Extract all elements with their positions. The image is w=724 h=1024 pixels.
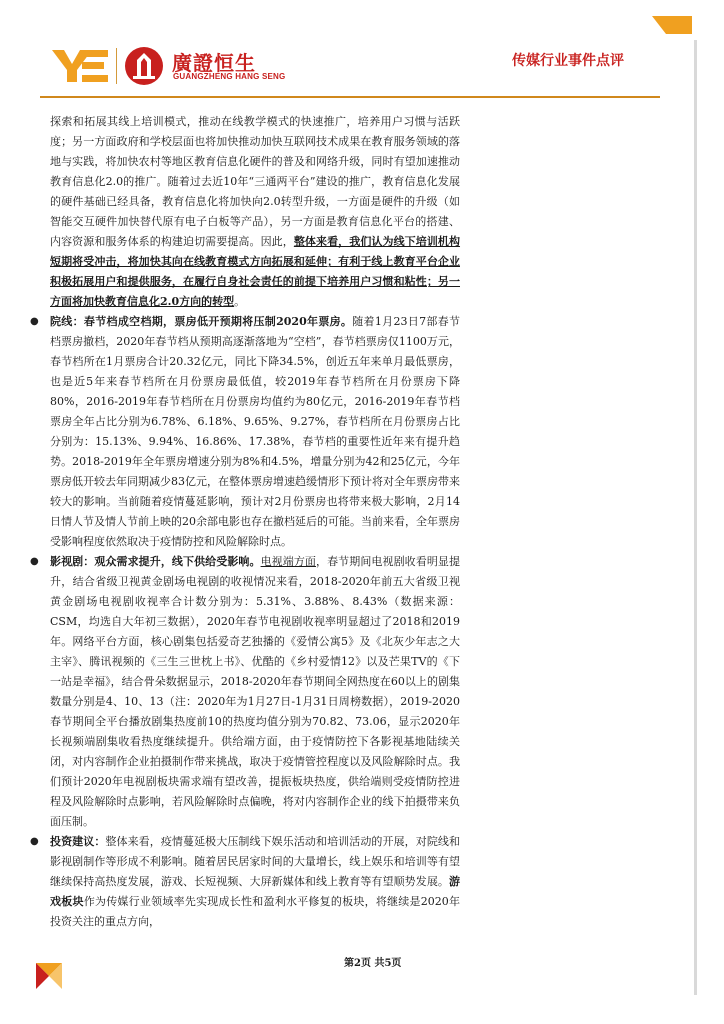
yuexiu-logo-icon	[52, 48, 108, 84]
margin-rule	[694, 40, 697, 995]
film-tv-bullet	[34, 552, 460, 832]
key-conclusion: 整体来看，我们认为线下培训机构短期将受冲击，将加快其向在线教育模式方向拓展和延伸；有利于线上教育平台企业积极拓展用户和提供服务，在履行自身社会责任的前提下培养用户习惯和粘性；另一方面将加快教育信息化2.0方向的转型	[50, 235, 461, 308]
company-name-en: GUANGZHENG HANG SENG	[173, 72, 286, 81]
logo-divider	[116, 48, 117, 84]
page-number: 第2页 共5页	[344, 958, 402, 969]
paragraph-text: 随着1月23日7部春节档票房撤档，2020年春节档从预期高逐渐落地为“空档”，春节档票房仅1100万元，春节档所在1月票房合计20.32亿元，同比下降34.5%，创近五年来单月最低票房，也是近5年来春节档所在月份票房最低值，较2019年春节档所在月份票房下降80%，2016-2019年春节档所在月份票房均值约为80亿元，2016-2019年春节档票房全年占比分别为6.78%、6.18%、9.65%、9.27%，春节档所在月份票房占比分别为：15.13%、9.94%、16.86%、17.38%，春节档的重要性近年来有提升趋势。2018-2019年全年票房增速分别为8%和4.5%，增量分别为42和25亿元，今年票房低开较去年同期减少83亿元，在整体票房增速趋缓情形下预计将对全年票房带来较大的影响。当前随着疫情蔓延影响，预计对2月份票房也将带来极大影响，2月14日情人节及情人节前上映的20余部电影也存在撤档延后的可能。当前来看，全年票房受影响程度依然取决于疫情防控和风险解除时点。	[50, 315, 460, 548]
corner-decoration-bottom	[36, 963, 62, 989]
report-type: 传媒行业事件点评	[512, 53, 624, 69]
header-rule	[40, 96, 660, 98]
bullet-lead: 院线：春节档成空档期，票房低开预期将压制2020年票房。	[50, 315, 353, 328]
highlight-term: 游戏板块	[50, 875, 460, 908]
paragraph-text: 探索和拓展其线上培训模式，推动在线教学模式的快速推广，培养用户习惯与活跃度；另一方面政府和学校层面也将加快推动加快互联网技术成果在教育服务领域的落地与实践，将加快农村等地区教育信息化硬件的普及和网络升级，同时有望加速推动教育信息化2.0的推广。随着过去近10年“三通两平台”建设的推广，教育信息化发展的硬件基础已经具备，教育信息化将加快向2.0转型升级，一方面是硬件的升级（如智能交互硬件加快替代原有电子白板等产品），另一方面是教育信息化平台的搭建、内容资源和服务体系的构建迫切需要提高。因此，	[50, 115, 460, 248]
paragraph-end: 。	[234, 295, 246, 308]
company-name-cn: 廣證恒生	[172, 51, 256, 75]
guangzheng-emblem-icon	[124, 46, 164, 86]
paragraph-text: ，春节期间电视剧收看明显提升，结合省级卫视黄金剧场电视剧的收视情况来看，2018-2020年前五大省级卫视黄金剧场电视剧收视率合计数分别为：5.31%、3.88%、8.43%（数据来源：CSM，均选自大年初三数据），2020年春节电视剧收视率明显超过了2018和2019年。网络平台方面，核心剧集包括爱奇艺独播的《爱情公寓5》及《北灰少年志之大主宰》、腾讯视频的《三生三世枕上书》、优酷的《乡村爱情12》以及芒果TV的《下一站是幸福》，结合骨朵数据显示，2018-2020年春节期间全网热度在60以上的剧集数量分别是4、10、13（注：2020年为1月27日-1月31日周榜数据），2019-2020春节期间全平台播放剧集热度前10的热度均值分别为70.82、73.06，显示2020年长视频端剧集收看热度继续提升。供给端方面，由于疫情防控下各影视基地陆续关闭，对内容制作企业拍摄制作带来挑战，取决于疫情管控程度以及风险解除时点。我们预计2020年电视剧板块需求端有望改善，提振板块热度，供给端则受疫情防控进程及风险解除时点影响，若风险解除时点偏晚，将对内容制作企业的线下拍摄带来负面压制。	[50, 555, 461, 828]
page-header	[0, 0, 724, 96]
corner-decoration	[652, 16, 692, 34]
education-paragraph	[50, 112, 460, 312]
bullet-lead: 投资建议：	[50, 835, 106, 848]
subsection-label: 电视端方面	[260, 555, 317, 568]
report-body	[50, 112, 460, 932]
paragraph-text: 作为传媒行业领域率先实现成长性和盈利水平修复的板块，将继续是2020年投资关注的重点方向，	[50, 895, 461, 928]
investment-bullet	[34, 832, 460, 932]
cinema-bullet	[34, 312, 460, 552]
bullet-lead: 影视剧：观众需求提升，线下供给受影响。	[50, 555, 261, 568]
paragraph-text: 整体来看，疫情蔓延极大压制线下娱乐活动和培训活动的开展，对院线和影视剧制作等形成不利影响。随着居民居家时间的大量增长，线上娱乐和培训等有望继续保持高热度发展，游戏、长短视频、大屏新媒体和线上教育等有望顺势发展。	[50, 835, 461, 888]
